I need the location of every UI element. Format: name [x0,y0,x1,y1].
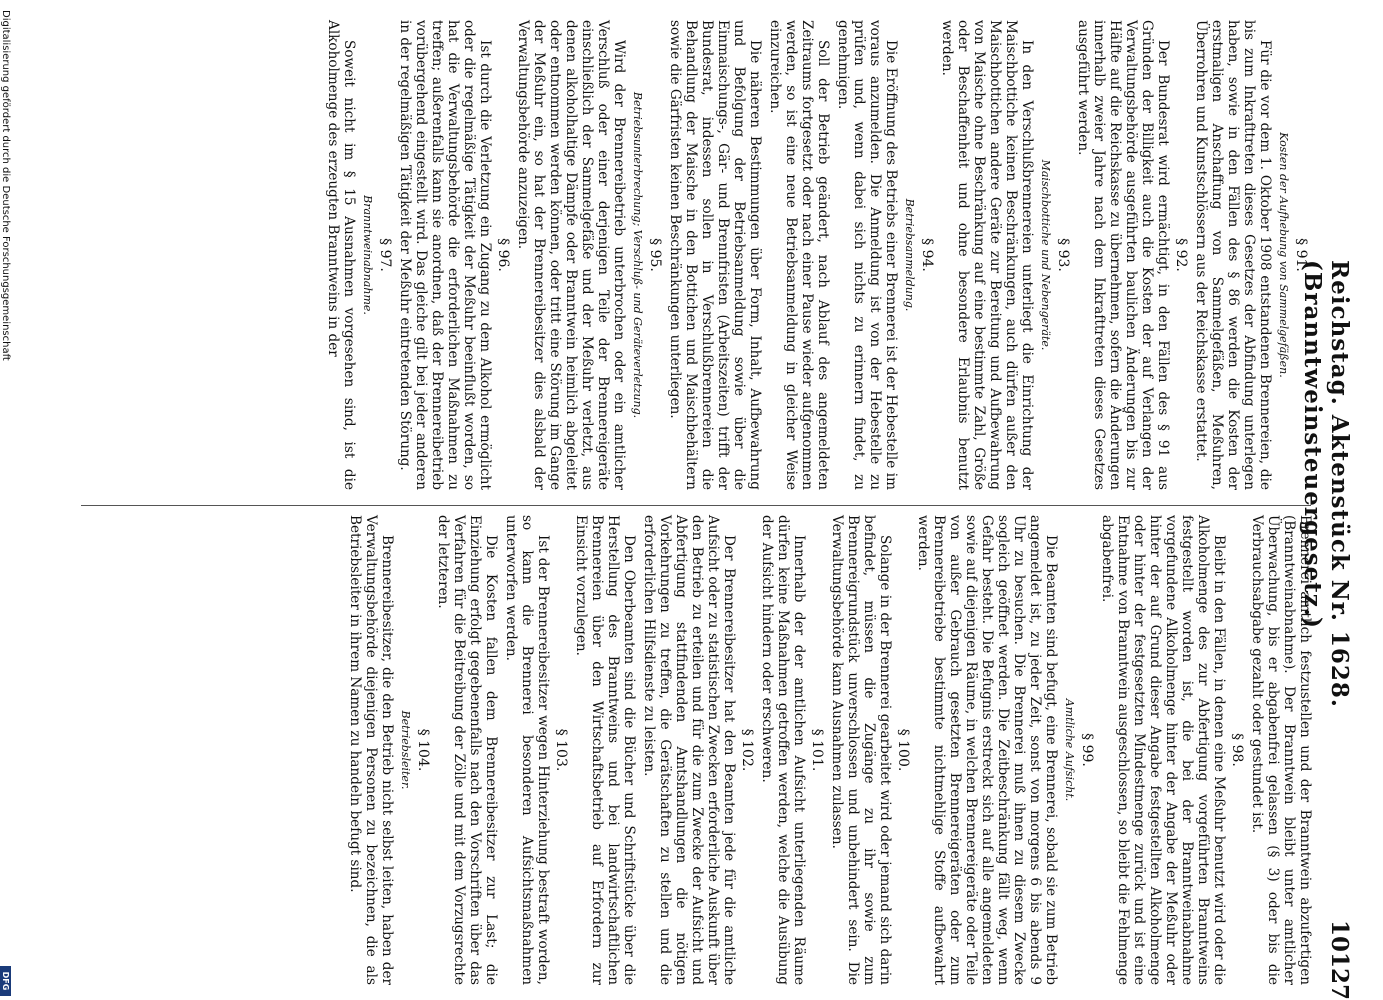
section-body: Der Brennereibesitzer hat den Beamten jede für die amtliche Aufsicht oder zu statistischen Zwecken erforderliche Auskunft über den Betrieb zu erteilen und für die zum Zwecke der Aufsicht und Abfertigung stattfindenden Amtshandlungen die nötigen Vorkehrungen zu treffen, die Gerätschaften zu stellen und die erforderlichen Hilfsdienste zu leisten. [641,515,737,985]
section-number: § 104. [415,728,431,772]
section-body: Der Bundesrat wird ermächtigt, in den Fällen des § 91 aus Gründen der Billigkeit auch die Kosten der auf Verlangen der Verwaltungsbehörde ausgeführten baulichen Änderungen bis zur Hälfte auf die Reichskasse zu übernehmen, sofern die Änderungen innerhalb zweier Jahre nach dem Inkrafttreten dieses Gesetzes ausgeführt werden. [1075,20,1171,490]
section-body: Bleibt in den Fällen, in denen eine Meßuhr benutzt wird oder die Alkoholmenge des zur Abfertigung vorgeführten Branntweins festgestellt worden ist, die bei der Branntweinabnahme vorgefundene Alkoholmenge hinter der Angabe der Meßuhr oder hinter der auf Grund dieser Angabe festgestellten Alkoholmenge oder hinter der festgesetzten Mindestmenge zurück und ist eine Entnahme von Branntwein ausgeschlossen, so bleibt die Fehlmenge abgabenfrei. [1099,515,1227,985]
section [325,20,393,490]
section-number: § 92. [1173,238,1189,272]
section [667,20,763,490]
section-body: Soll der Betrieb geändert, nach Ablauf des angemeldeten Zeitraums fortgesetzt oder nach einer Pause wieder aufgenommen werden, so ist eine neue Betriebsanmeldung in gleicher Weise einzureichen. [767,20,831,490]
section-heading: Amtliche Aufsicht. [1063,698,1076,802]
section [767,20,831,490]
section-number: § 97. [377,238,393,272]
section-number: § 96. [495,238,511,272]
section-heading: Branntweinabnahme. [361,195,374,315]
section-body: Solange in der Brennerei gearbeitet wird oder jemand sich darin befindet, müssen die Zugänge zu ihr sowie zum Brennereigrundstück unverschlossen und unbehindert sein. Die Verwaltungsbehörde kann Ausnahmen zulassen. [829,515,893,985]
section-heading: Betriebsanmeldung. [903,198,916,312]
section-body: Wird der Brennereibetrieb unterbrochen oder ein amtlicher Verschluß oder einer derjenigen Teile der Brennereigeräte einschließlich der Sammelgefäße und der Meßuhr verletzt, aus denen alkoholhaltige Dämpfe oder Branntwein heimlich abgeleitet oder entnommen werden können, oder tritt eine Störung im Gange der Meßuhr ein, so hat der Brennereibesitzer dies alsbald der Verwaltungsbehörde anzuzeigen. [515,20,627,490]
left-column [321,20,1313,490]
section-body: Den Oberbeamten sind die Bücher und Schriftstücke über die Herstellung des Branntweins und bei landwirtschaftlichen Brennereien über den Wirtschaftsbetrieb auf Erfordern zur Einsicht vorzulegen. [573,515,637,985]
section-heading: Betriebsleiter. [399,710,412,790]
section [347,515,431,985]
funding-note: Digitalisierung gefördert durch die Deutsche Forschungsgemeinschaft [0,10,11,361]
page-number: 10127 [1326,920,1353,1000]
section-body: Die Eröffnung des Betriebs einer Brennerei ist der Hebestelle im voraus anzumelden. Die Anmeldung ist von der Hebestelle zu prüfen und, wenn dabei sich nichts zu erinnern findet, zu genehmigen. [835,20,899,490]
section-body: Ist durch die Verletzung ein Zugang zu dem Alkohol ermöglicht oder die regelmäßige Tätigkeit der Meßuhr beeinflußt worden, so hat die Verwaltungsbehörde die erforderlichen Maßnahmen zu treffen; außerenfalls kann sie anordnen, daß der Brennereibetrieb vorübergehend eingestellt wird. Das gleiche gilt bei jeder anderen in der regelmäßigen Tätigkeit der Meßuhr eintretenden Störung. [397,20,493,490]
section [939,20,1071,490]
section-heading: Kosten der Aufhebung von Sammelgefäßen. [1277,132,1290,378]
section [829,515,911,985]
section [641,515,755,985]
section-body: Ist der Brennereibesitzer wegen Hinterziehung bestraft worden, so kann die Brennerei besonderen Aufsichtsmaßnahmen unterworfen werden. [503,515,551,985]
section-number: § 95. [647,238,663,272]
section-body: Brennereibesitzer, die den Betrieb nicht selbst leiten, haben der Verwaltungsbehörde diejenigen Personen zu bezeichnen, die als Betriebsleiter in ihrem Namen zu handeln befugt sind. [347,515,395,985]
section-number: § 94. [919,238,935,272]
section [435,515,499,985]
section-number: § 101. [809,728,825,772]
footer [0,0,11,1000]
right-column [343,515,1313,985]
section-number: § 93. [1055,238,1071,272]
section-body: Die näheren Bestimmungen über Form, Inhalt, Aufbewahrung und Befolgung der Betriebsanmeldung sowie über die Einmaischungs-, Gär- und Brennfristen (Arbeitszeiten) trifft der Bundesrat, indessen sollen in Verschlußbrennereien die Behandlung der Maische in den Bottichen und Maischbehältern sowie die Gärfristen keinen Beschränkungen unterliegen. [667,20,763,490]
section-number: § 99. [1079,733,1095,767]
section [835,20,935,490]
dfg-logo: DFG [0,966,11,996]
section [573,515,637,985]
section-number: § 103. [553,728,569,772]
section [515,20,663,490]
column-divider [81,505,1311,506]
section [397,20,511,490]
section-body: Für die vor dem 1. Oktober 1908 entstandenen Brennereien, die bis zum Inkrafttreten dieses Gesetzes der Abfindung unterlegen haben, sowie in den Fällen des § 86 werden die Kosten der erstmaligen Anschaffung von Sammelgefäßen, Meßuhren, Überrohren und Kunstschlössern aus der Reichskasse erstattet. [1193,20,1273,490]
section-number: § 91. [1293,238,1309,272]
section-heading: Betriebsunterbrechung; Verschluß- und Geräteverletzung. [631,91,644,419]
section [503,515,569,985]
section [1249,515,1313,985]
section-number: § 102. [739,728,755,772]
section [1099,515,1245,985]
section-number: § 98. [1229,733,1245,767]
section [915,515,1095,985]
section [1075,20,1189,490]
section [1193,20,1309,490]
page-title: Reichstag. Aktenstück Nr. 1628. (Branntweinsteuergesetz.) [1299,260,1353,708]
section [759,515,825,985]
section-number: § 100. [895,728,911,772]
section-body: Die Kosten fallen dem Brennereibesitzer zur Last; die Einziehung erfolgt gegebenenfalls nach den Vorschriften über das Verfahren für die Beitreibung der Zölle und mit dem Vorzugsrechte der letzteren. [435,515,499,985]
section-body: In den Verschlußbrennereien unterliegt die Einrichtung der Maischbottiche keinen Beschränkungen, auch dürfen außer den Maischbottichen andere Geräte zur Bereitung und Aufbewahrung von Maische ohne Beschränkung auf eine bestimmte Zahl, Größe oder Beschaffenheit und ohne besondere Erlaubnis benutzt werden. [939,20,1035,490]
section-body: Die Beamten sind befugt, eine Brennerei, sobald sie zum Betrieb angemeldet ist, zu jeder Zeit, sonst von morgens 6 bis abends 9 Uhr zu besuchen. Die Brennerei muß ihnen zu diesem Zwecke sogleich geöffnet werden. Die Zeitbeschränkung fällt weg, wenn Gefahr besteht. Die Befugnis erstreckt sich auf alle angemeldeten sowie auf diejenigen Räume, in welchen Brennereigeräte oder Teile von außer Gebrauch gesetzten Brennereigeräten oder zum Brennereibetriebe bestimmte nichtmehlige Stoffe aufbewahrt werden. [915,515,1059,985]
section-heading: Maischbottiche und Nebengeräte. [1039,159,1052,351]
section-body: Innerhalb der der amtlichen Aufsicht unterliegenden Räume dürfen keine Maßnahmen getroffen werden, welche die Ausübung der Aufsicht hindern oder erschweren. [759,515,807,985]
section-body: Soweit nicht im § 15 Ausnahmen vorgesehen sind, ist die Alkoholmenge des erzeugten Branntweins in der [325,20,357,490]
section-body: Brennerei amtlich festzustellen und der Branntwein abzufertigen (Branntweinabnahme). Der Branntwein bleibt unter amtlicher Überwachung, bis er abgabenfrei gelassen (§ 3) oder bis die Verbrauchsabgabe gezahlt oder gestundet ist. [1249,515,1313,985]
